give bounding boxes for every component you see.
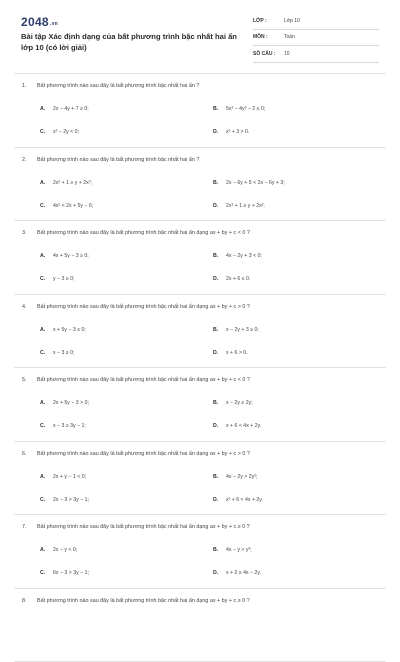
question-item xyxy=(14,74,386,148)
question-item xyxy=(14,368,386,442)
option-text: 2x − 6y + 5 < 2x − 6y + 3; xyxy=(226,180,285,186)
answer-option[interactable] xyxy=(213,129,249,135)
answer-option[interactable] xyxy=(213,276,250,282)
option-letter: A. xyxy=(40,327,53,333)
question-prompt: Bất phương trình nào sau đây là bất phương trình bậc nhất hai ẩn ? xyxy=(37,83,199,89)
option-text: 2x + 6 ≤ 0. xyxy=(226,276,250,282)
option-text: 5x³ − 4y³ − 2 ≤ 0; xyxy=(226,106,265,112)
question-item xyxy=(14,148,386,222)
answer-option[interactable] xyxy=(40,423,86,429)
option-text: y − 3 ≥ 0; xyxy=(53,276,74,282)
meta-label: SỐ CÂU : xyxy=(253,51,284,57)
answer-option[interactable] xyxy=(40,400,89,406)
option-letter: B. xyxy=(213,106,226,112)
answer-option[interactable] xyxy=(40,129,79,135)
option-text: 2x − 4y + 7 ≥ 0; xyxy=(53,106,89,112)
option-letter: A. xyxy=(40,106,53,112)
answer-option[interactable] xyxy=(40,180,92,186)
question-number: 7. xyxy=(22,524,37,530)
option-letter: D. xyxy=(213,570,226,576)
option-letter: B. xyxy=(213,547,226,553)
answer-option[interactable] xyxy=(40,253,89,259)
option-letter: C. xyxy=(40,497,53,503)
meta-label: LỚP : xyxy=(253,18,284,24)
option-text: 4x − y > y³; xyxy=(226,547,252,553)
logo-tld: .vn xyxy=(50,21,58,27)
option-letter: C. xyxy=(40,350,53,356)
question-text xyxy=(22,451,250,457)
option-text: x + 6 < 4x + 2y. xyxy=(226,423,261,429)
answer-option[interactable] xyxy=(213,400,253,406)
option-text: 4x − 2y + 3 < 0; xyxy=(226,253,262,259)
option-letter: C. xyxy=(40,423,53,429)
document-title: Bài tập Xác định dạng của bất phương trình bậc nhất hai ẩn lớp 10 (có lời giải) xyxy=(21,32,243,53)
option-letter: C. xyxy=(40,203,53,209)
option-text: 4x − 2y > 2y²; xyxy=(226,474,257,480)
meta-value: Lớp 10 xyxy=(284,18,300,24)
option-text: 4x + 5y − 3 ≥ 0; xyxy=(53,253,89,259)
answer-option[interactable] xyxy=(213,423,261,429)
option-letter: D. xyxy=(213,203,226,209)
answer-option[interactable] xyxy=(213,203,265,209)
meta-value: Toán xyxy=(284,34,295,40)
answer-option[interactable] xyxy=(40,497,89,503)
question-text xyxy=(22,377,250,383)
answer-option[interactable] xyxy=(40,547,77,553)
question-number: 8. xyxy=(22,598,37,604)
question-text xyxy=(22,598,250,604)
answer-option[interactable] xyxy=(40,350,74,356)
question-number: 6. xyxy=(22,451,37,457)
option-letter: A. xyxy=(40,253,53,259)
option-text: x³ − 2y < 0; xyxy=(53,129,79,135)
option-letter: B. xyxy=(213,474,226,480)
answer-option[interactable] xyxy=(40,106,89,112)
answer-option[interactable] xyxy=(213,570,261,576)
meta-value: 10 xyxy=(284,51,290,57)
answer-option[interactable] xyxy=(213,253,262,259)
option-text: x − 3 ≥ 0; xyxy=(53,350,74,356)
answer-option[interactable] xyxy=(213,497,263,503)
answer-option[interactable] xyxy=(40,203,93,209)
answer-option[interactable] xyxy=(213,474,257,480)
option-text: x − 3 ≥ 3y − 1; xyxy=(53,423,86,429)
option-text: x − 2y + 3 ≥ 0; xyxy=(226,327,259,333)
question-prompt: Bất phương trình nào sau đây là bất phương trình bậc nhất hai ẩn dạng ax + by + c < 0 ? xyxy=(37,377,250,383)
meta-table xyxy=(253,13,379,63)
option-letter: B. xyxy=(213,253,226,259)
answer-option[interactable] xyxy=(40,570,89,576)
option-letter: A. xyxy=(40,547,53,553)
option-letter: B. xyxy=(213,327,226,333)
option-text: 4x² < 2x + 5y − 6; xyxy=(53,203,93,209)
meta-row-class xyxy=(253,13,379,30)
meta-label: MÔN : xyxy=(253,34,284,40)
option-text: x² + 6 < 4x + 2y. xyxy=(226,497,263,503)
option-letter: D. xyxy=(213,497,226,503)
answer-option[interactable] xyxy=(213,106,265,112)
option-text: 6x − 3 > 3y − 1; xyxy=(53,570,89,576)
option-letter: C. xyxy=(40,570,53,576)
option-letter: B. xyxy=(213,400,226,406)
option-text: 2x + y − 1 < 0; xyxy=(53,474,86,480)
question-text xyxy=(22,304,250,310)
option-text: x + 6 > 0. xyxy=(226,350,248,356)
question-text xyxy=(22,83,199,89)
option-text: 2x³ + 1 ≥ y + 2x². xyxy=(226,203,265,209)
question-item xyxy=(14,221,386,295)
option-letter: A. xyxy=(40,474,53,480)
question-number: 5. xyxy=(22,377,37,383)
answer-option[interactable] xyxy=(213,180,285,186)
question-text xyxy=(22,230,250,236)
answer-option[interactable] xyxy=(213,547,252,553)
option-letter: C. xyxy=(40,276,53,282)
question-list xyxy=(0,74,400,662)
question-prompt: Bất phương trình nào sau đây là bất phương trình bậc nhất hai ẩn ? xyxy=(37,157,199,163)
option-letter: D. xyxy=(213,350,226,356)
answer-option[interactable] xyxy=(40,474,86,480)
answer-option[interactable] xyxy=(40,276,74,282)
question-text xyxy=(22,524,250,530)
question-text xyxy=(22,157,199,163)
option-text: x − 2y ≥ 2y; xyxy=(226,400,253,406)
option-text: 2x² + 1 ≥ y + 2x²; xyxy=(53,180,92,186)
question-item xyxy=(14,442,386,516)
option-letter: D. xyxy=(213,276,226,282)
option-text: x + 2 ≥ 4x − 2y. xyxy=(226,570,261,576)
question-prompt: Bất phương trình nào sau đây là bất phương trình bậc nhất hai ẩn dạng ax + by + c ≥ 0 ? xyxy=(37,598,250,604)
question-number: 3. xyxy=(22,230,37,236)
answer-option[interactable] xyxy=(40,327,86,333)
option-text: 2x − y < 0; xyxy=(53,547,77,553)
question-prompt: Bất phương trình nào sau đây là bất phương trình bậc nhất hai ẩn dạng ax + by + c > 0 ? xyxy=(37,304,250,310)
question-prompt: Bất phương trình nào sau đây là bất phương trình bậc nhất hai ẩn dạng ax + by + c < 0 ? xyxy=(37,230,250,236)
question-number: 4. xyxy=(22,304,37,310)
option-letter: D. xyxy=(213,129,226,135)
meta-row-count xyxy=(253,46,379,63)
option-letter: A. xyxy=(40,180,53,186)
question-number: 2. xyxy=(22,157,37,163)
question-prompt: Bất phương trình nào sau đây là bất phương trình bậc nhất hai ẩn dạng ax + by + c > 0 ? xyxy=(37,451,250,457)
option-letter: D. xyxy=(213,423,226,429)
option-text: x + 5y − 3 ≤ 0; xyxy=(53,327,86,333)
option-letter: C. xyxy=(40,129,53,135)
question-number: 1. xyxy=(22,83,37,89)
question-prompt: Bất phương trình nào sau đây là bất phương trình bậc nhất hai ẩn dạng ax + by + c ≥ 0 ? xyxy=(37,524,250,530)
site-logo[interactable] xyxy=(21,15,58,29)
option-letter: A. xyxy=(40,400,53,406)
option-letter: B. xyxy=(213,180,226,186)
question-item xyxy=(14,515,386,589)
option-text: x² + 3 > 0. xyxy=(226,129,249,135)
logo-name: 2048 xyxy=(21,15,49,29)
question-item xyxy=(14,295,386,369)
answer-option[interactable] xyxy=(213,327,259,333)
option-text: 2x − 3 > 3y − 1; xyxy=(53,497,89,503)
option-text: 2x + 5y − 3 > 0; xyxy=(53,400,89,406)
answer-option[interactable] xyxy=(213,350,248,356)
meta-row-subject xyxy=(253,30,379,47)
